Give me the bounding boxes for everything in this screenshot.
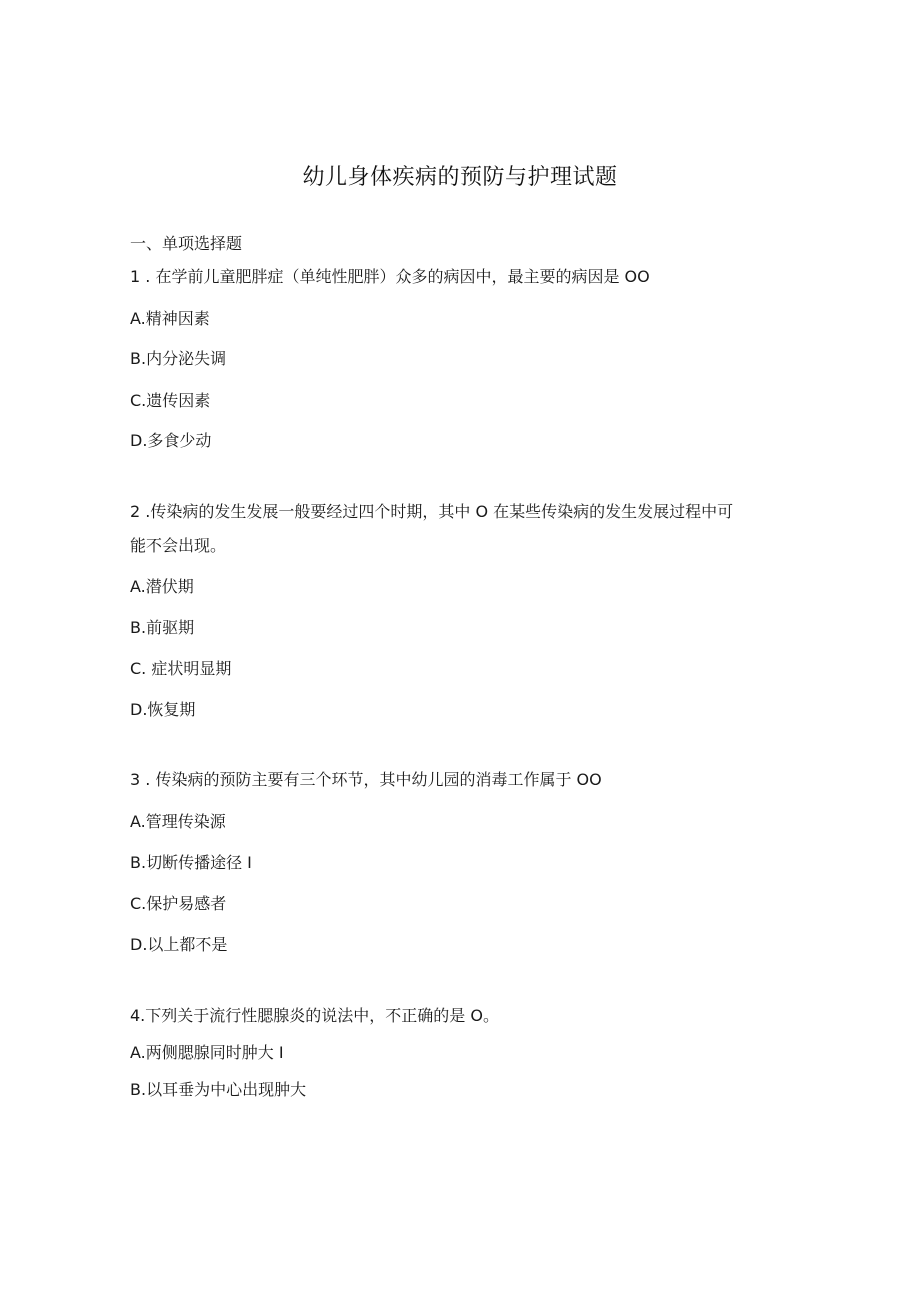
section-heading: 一、单项选择题 — [130, 234, 243, 253]
question-2-option-a: A.潜伏期 — [130, 577, 194, 596]
question-4-option-a: A.两侧腮腺同时肿大 I — [130, 1043, 284, 1062]
question-1-option-d: D.多食少动 — [130, 431, 212, 450]
question-3-option-a: A.管理传染源 — [130, 812, 226, 831]
question-3-option-b: B.切断传播途径 I — [130, 853, 252, 872]
question-4-option-b: B.以耳垂为中心出现肿大 — [130, 1080, 307, 1099]
question-4-stem: 4.下列关于流行性腮腺炎的说法中，不正确的是 O。 — [130, 1006, 499, 1025]
question-3-stem: 3 . 传染病的预防主要有三个环节，其中幼儿园的消毒工作属于 OO — [130, 770, 602, 789]
question-2-option-b: B.前驱期 — [130, 618, 195, 637]
question-1-option-c: C.遗传因素 — [130, 391, 211, 410]
question-2-stem-line-1: 2 .传染病的发生发展一般要经过四个时期，其中 O 在某些传染病的发生发展过程中可 — [130, 502, 734, 521]
question-3-option-d: D.以上都不是 — [130, 935, 228, 954]
question-2-option-c: C. 症状明显期 — [130, 659, 232, 678]
question-3-option-c: C.保护易感者 — [130, 894, 227, 913]
question-1-option-b: B.内分泌失调 — [130, 349, 227, 368]
document-title: 幼儿身体疾病的预防与护理试题 — [302, 165, 618, 190]
question-2-stem-line-2: 能不会出现。 — [130, 536, 227, 555]
question-2-option-d: D.恢复期 — [130, 700, 196, 719]
question-1-option-a: A.精神因素 — [130, 309, 210, 328]
question-1-stem: 1 . 在学前儿童肥胖症（单纯性肥胖）众多的病因中，最主要的病因是 OO — [130, 267, 650, 286]
